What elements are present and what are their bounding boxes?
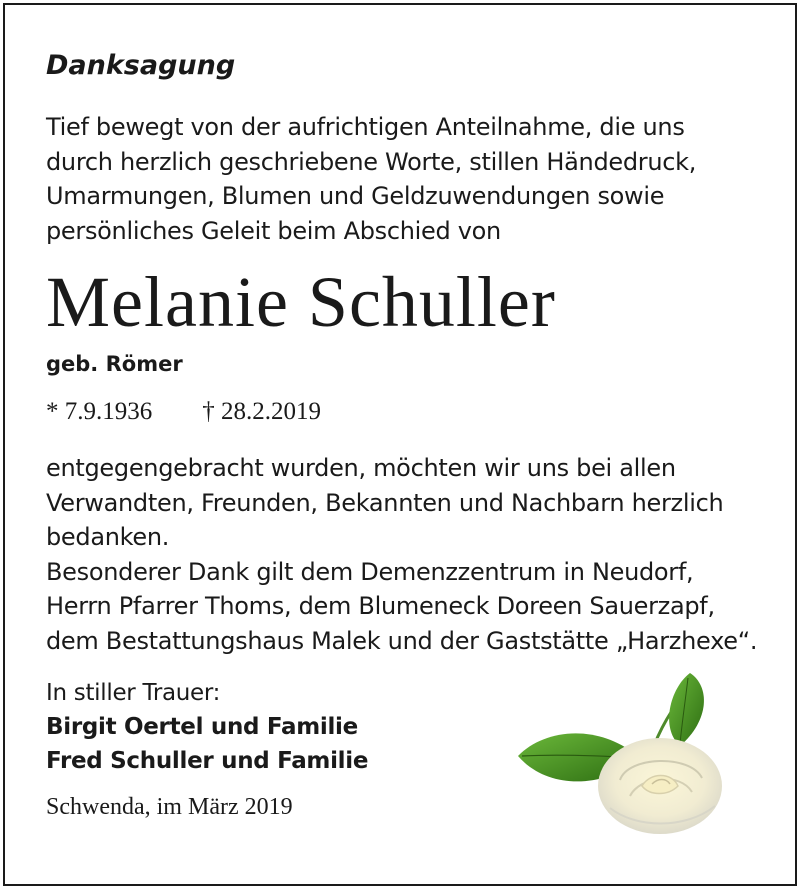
intro-line: durch herzlich geschriebene Worte, stillen Händedruck,: [46, 147, 697, 176]
thanks-line: bedanken.: [46, 523, 170, 551]
thanks-paragraph: [46, 451, 757, 658]
deceased-name: Melanie Schuller: [46, 262, 556, 342]
intro-line: Tief bewegt von der aufrichtigen Anteilnahme, die uns: [46, 113, 685, 141]
birth-name: geb. Römer: [46, 352, 183, 376]
death-date: † 28.2.2019: [202, 398, 321, 425]
thanks-line: Verwandten, Freunden, Bekannten und Nachbarn herzlich: [46, 488, 724, 517]
birth-date: * 7.9.1936: [46, 398, 153, 425]
place-date: Schwenda, im März 2019: [46, 794, 293, 820]
thanks-line: entgegengebracht wurden, möchten wir uns bei allen: [46, 454, 676, 482]
thanks-line: dem Bestattungshaus Malek und der Gaststätte „Harzhexe“.: [46, 626, 758, 655]
intro-line: persönliches Geleit beim Abschied von: [46, 216, 501, 245]
intro-line: Umarmungen, Blumen und Geldzuwendungen sowie: [46, 182, 665, 210]
life-dates: [46, 398, 321, 426]
thanks-line: Herrn Pfarrer Thoms, dem Blumeneck Doreen Sauerzapf,: [46, 592, 715, 620]
intro-paragraph: [46, 110, 696, 248]
mourner-family: Birgit Oertel und Familie: [46, 714, 358, 740]
mourners-block: [46, 676, 368, 778]
heading: Danksagung: [46, 50, 236, 81]
mourner-family: Fred Schuller und Familie: [46, 748, 369, 774]
thanks-line: Besonderer Dank gilt dem Demenzzentrum in Neudorf,: [46, 557, 694, 586]
white-rose-icon: [510, 668, 742, 838]
mourners-label: In stiller Trauer:: [46, 680, 221, 706]
